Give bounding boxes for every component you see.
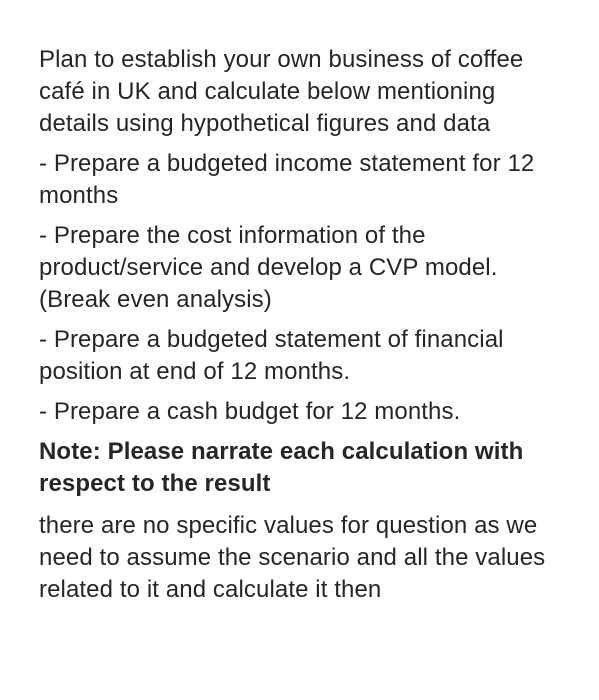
question-text-block: [39, 44, 569, 606]
question-intro: Plan to establish your own business of coffee café in UK and calculate below mentioning details using hypothetical figures and data: [39, 46, 524, 137]
clarification-text: there are no specific values for question as we need to assume the scenario and all the values related to it and calculate it then: [39, 512, 546, 603]
note-text: Note: Please narrate each calculation with respect to the result: [39, 438, 524, 497]
task-cash-budget: - Prepare a cash budget for 12 months.: [39, 398, 461, 425]
task-financial-position: - Prepare a budgeted statement of financial position at end of 12 months.: [39, 326, 504, 385]
task-income-statement: - Prepare a budgeted income statement for 12 months: [39, 150, 535, 209]
task-cvp-model: - Prepare the cost information of the product/service and develop a CVP model. (Break even analysis): [39, 222, 498, 313]
